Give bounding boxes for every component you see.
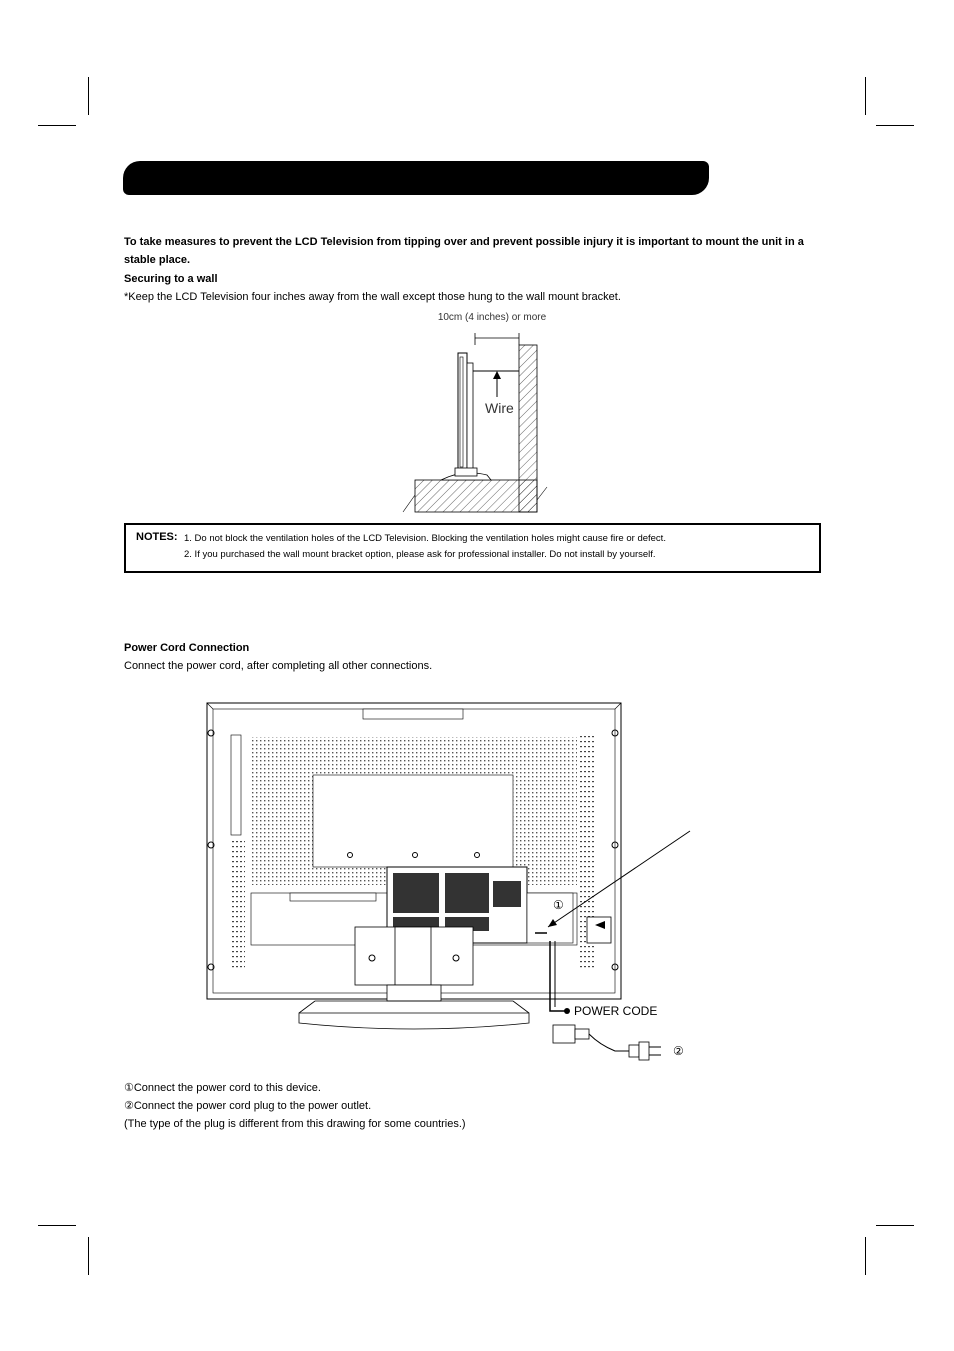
notes-box — [124, 523, 821, 573]
tv-rear-diagram — [195, 695, 705, 1065]
power-heading: Power Cord Connection — [124, 642, 250, 654]
crop-mark — [88, 77, 89, 115]
distance-label: 10cm (4 inches) or more — [437, 312, 547, 323]
wall-note: *Keep the LCD Television four inches away from the wall except those hung to the wall mount bracket. — [124, 291, 621, 303]
crop-mark — [865, 1237, 866, 1275]
tipping-warning: To take measures to prevent the LCD Television from tipping over and prevent possible injury it is important to mount the unit in a stable place. — [124, 236, 804, 266]
power-step: ②Connect the power cord plug to the power outlet. — [124, 1100, 372, 1112]
power-step: (The type of the plug is different from this drawing for some countries.) — [124, 1118, 466, 1130]
crop-mark — [88, 1237, 89, 1275]
crop-mark — [876, 1225, 914, 1226]
note-item: 1. Do not block the ventilation holes of the LCD Television. Blocking the ventilation holes might cause fire or defect. — [184, 533, 666, 544]
plug-marker-2: ② — [673, 1044, 684, 1058]
crop-mark — [876, 125, 914, 126]
inlet-marker-1: ① — [553, 898, 564, 912]
crop-mark — [38, 1225, 76, 1226]
crop-mark — [865, 77, 866, 115]
wall-clearance-diagram — [395, 305, 555, 515]
note-item: 2. If you purchased the wall mount bracket option, please ask for professional installer. Do not install by yourself. — [184, 549, 656, 560]
power-step: ①Connect the power cord to this device. — [124, 1082, 321, 1094]
wall-heading: Securing to a wall — [124, 273, 218, 285]
section-banner — [123, 161, 709, 195]
power-code-label: POWER CODE — [574, 1004, 658, 1018]
crop-mark — [38, 125, 76, 126]
notes-label: NOTES: — [136, 531, 178, 543]
wire-label: Wire — [485, 400, 514, 416]
power-description: Connect the power cord, after completing all other connections. — [124, 660, 433, 672]
